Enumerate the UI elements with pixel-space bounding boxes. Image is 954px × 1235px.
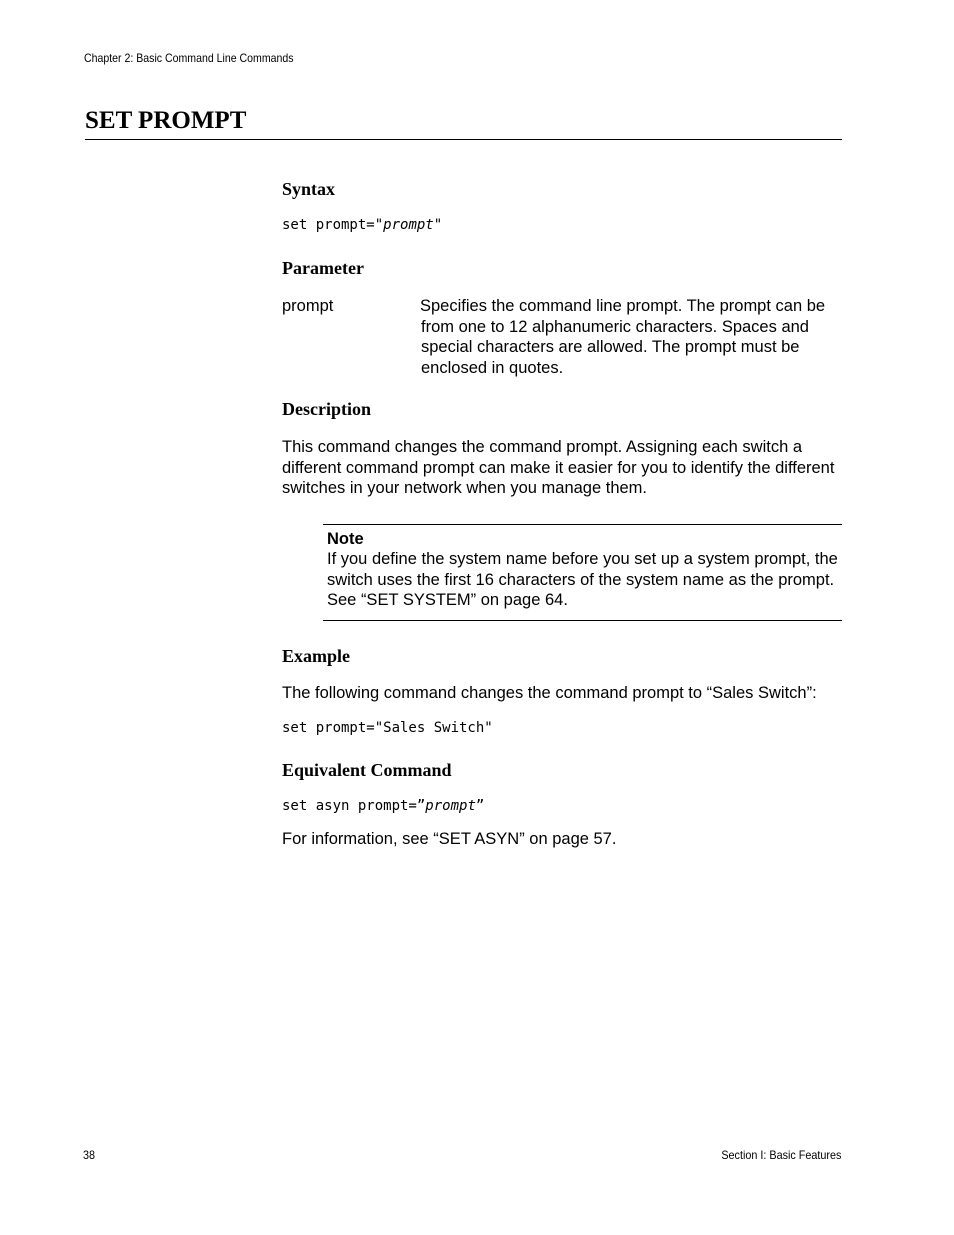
syntax-code: [282, 216, 842, 234]
parameter-row: [282, 296, 842, 378]
parameter-description: Specifies the command line prompt. The prompt can be from one to 12 alphanumeric characters. Spaces and special characters are allowed. The prompt must be enclosed in quotes.: [420, 297, 826, 377]
note-text: If you define the system name before you set up a system prompt, the switch uses the first 16 characters of the system name as the prompt. See “SET SYSTEM” on page 64.: [327, 550, 838, 609]
description-heading: Description: [282, 399, 371, 419]
description-text: This command changes the command prompt. Assigning each switch a different command prompt can make it easier for you to identify the different switches in your network when you manage them.: [282, 438, 835, 497]
syntax-heading: Syntax: [282, 179, 336, 199]
equivalent-code-prefix: set asyn prompt=”: [282, 798, 426, 814]
running-header: Chapter 2: Basic Command Line Commands: [84, 51, 294, 65]
equivalent-info: For information, see “SET ASYN” on page 57.: [282, 830, 617, 848]
equivalent-code-param: prompt: [425, 798, 476, 814]
example-heading: Example: [282, 645, 351, 666]
note-box: [323, 524, 842, 621]
page-number: 38: [83, 1148, 96, 1162]
main-content: [282, 178, 842, 850]
syntax-code-suffix: ": [433, 217, 443, 233]
syntax-code-param: prompt: [383, 217, 434, 233]
parameter-heading: Parameter: [282, 258, 364, 278]
equivalent-code-suffix: ”: [475, 798, 485, 814]
syntax-code-prefix: set prompt=": [282, 217, 384, 233]
equivalent-code: [282, 797, 842, 815]
example-text: The following command changes the command prompt to “Sales Switch”:: [282, 683, 817, 702]
note-label: Note: [327, 529, 364, 548]
parameter-name: prompt: [282, 297, 334, 315]
page-title: SET PROMPT: [85, 106, 842, 140]
section-footer: Section I: Basic Features: [720, 1148, 841, 1162]
example-code: set prompt="Sales Switch": [282, 720, 493, 736]
equivalent-heading: Equivalent Command: [282, 760, 452, 780]
